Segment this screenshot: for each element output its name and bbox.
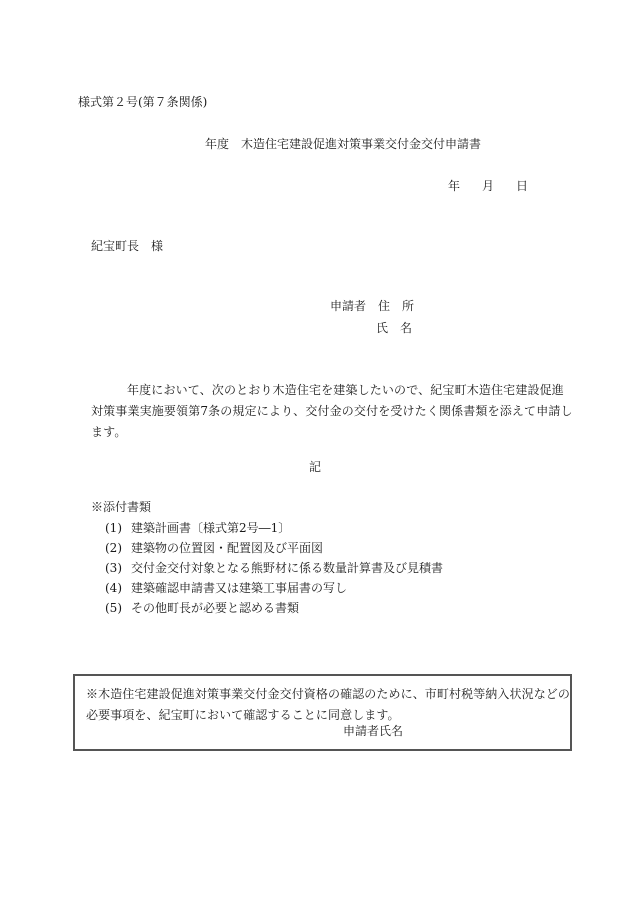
attachment-text: 建築物の位置図・配置図及び平面図 [131, 541, 324, 555]
attachment-text: 交付金交付対象となる熊野材に係る数量計算書及び見積書 [131, 561, 444, 575]
attachment-number: (5) [105, 601, 122, 615]
consent-signer-label: 申請者氏名 [343, 724, 404, 738]
attachment-item [91, 542, 443, 562]
attachment-text: その他町長が必要と認める書類 [131, 601, 300, 615]
date-month: 月 [482, 179, 495, 193]
addressee: 紀宝町長 様 [91, 239, 164, 253]
application-body-text: 年度において、次のとおり木造住宅を建築したいので、紀宝町木造住宅建設促進対策事業実施要領第7条の規定により、交付金の交付を受けたく関係書類を添えて申請します。 [91, 383, 573, 439]
date-day: 日 [516, 179, 529, 193]
form-number: 様式第２号(第７条関係) [78, 95, 208, 109]
date-line [448, 180, 528, 192]
attachment-item [91, 562, 443, 582]
attachments-list [91, 501, 443, 622]
applicant-address-label: 申請者 住 所 [330, 299, 415, 313]
date-year: 年 [448, 179, 461, 193]
attachment-item [91, 522, 443, 542]
attachment-item [91, 602, 443, 622]
ki-heading: 記 [309, 460, 322, 474]
document-title: 年度 木造住宅建設促進対策事業交付金交付申請書 [205, 137, 482, 151]
attachment-number: (4) [105, 581, 122, 595]
attachment-number: (3) [105, 561, 122, 575]
applicant-block [330, 300, 414, 344]
applicant-name-label: 氏 名 [376, 321, 413, 335]
attachment-text: 建築確認申請書又は建築工事届書の写し [131, 581, 348, 595]
attachment-text: 建築計画書〔様式第2号―1〕 [131, 521, 291, 535]
consent-text: ※木造住宅建設促進対策事業交付金交付資格の確認のために、市町村税等納入状況などの必要事項を、紀宝町において確認することに同意します。 [86, 687, 571, 722]
consent-box [73, 674, 572, 751]
attachment-number: (1) [105, 521, 122, 535]
attachment-item [91, 582, 443, 602]
attachments-heading: ※添付書類 [91, 500, 152, 514]
attachment-number: (2) [105, 541, 122, 555]
